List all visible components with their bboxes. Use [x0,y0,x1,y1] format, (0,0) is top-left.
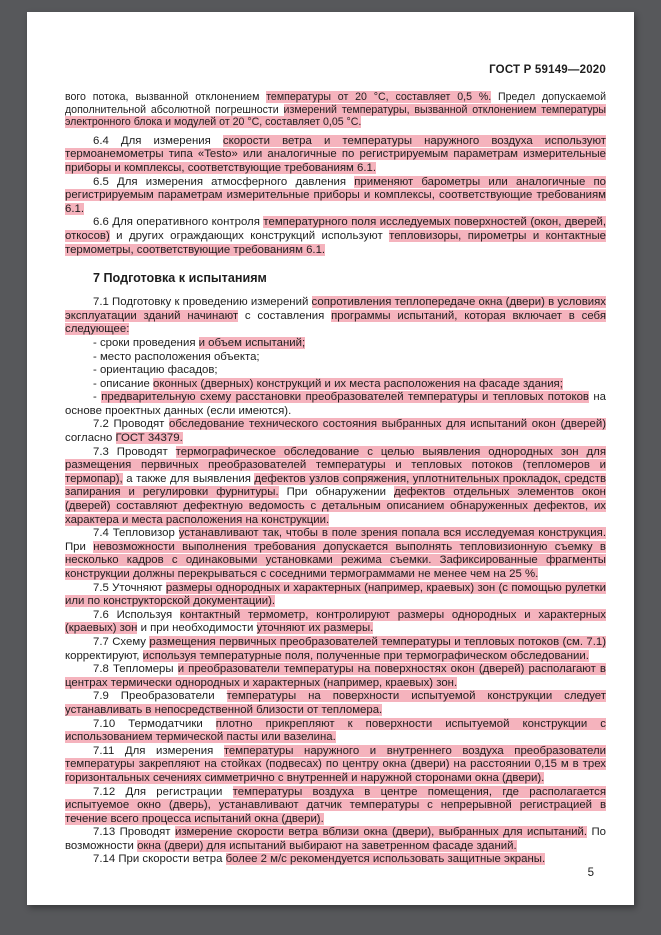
paragraph: 7.13 Проводят измерение скорости ветра вблизи окна (двери), выбранных для испытаний. По возможности окна (двери) для испытаний выбирают на заветренном фасаде зданий. [65,826,607,852]
text-highlight: обследование технического состояния выбранных для испытаний окон (дверей) [168,418,606,431]
text-highlight: дефектов отдельных элементов окон (дверей) составляют дефектную ведомость с детальным описанием обнаруженных дефектов, их характера и места расположения на конструкции. [65,486,606,526]
paragraph: 7.6 Используя контактный термометр, контролируют размеры однородных и характерных (краевых) зон и при необходимости уточняют их размеры. [65,608,606,635]
text-highlight: температуры от 20 °С, составляет 0,5 %. [266,91,492,103]
text-highlight: и преобразователи температуры на поверхностях окон (дверей) располагают в центрах термически однородных и характерных (например, краевых) зон. [65,663,606,689]
text-highlight: сопротивления теплопередаче окна (двери) в условиях эксплуатации зданий начинают [65,296,606,322]
text-highlight: предварительную схему расстановки преобразователей температуры и тепловых потоков [101,391,589,404]
paragraph: 7.14 При скорости ветра более 2 м/с рекомендуется использовать защитные экраны. [93,853,546,866]
paragraph: 7.10 Термодатчики плотно прикрепляют к поверхности испытуемой конструкции с использованием термической пасты или вазелина. [65,717,606,744]
list-item: - описание оконных (дверных) конструкций и их места расположения на фасаде здания; [93,377,563,390]
list-item: - сроки проведения и объем испытаний; [93,336,306,349]
text-highlight: температурного поля исследуемых поверхностей (окон, дверей, откосов) [65,216,606,242]
paragraph: 7.11 Для измерения температуры наружного и внутреннего воздуха преобразователи температуры закрепляют на стойках (подвесах) по центру окна (двери) на расстоянии 0,15 м в трех горизонтальных сечениях симметрично с внутренней и наружной сторонами окна (двери). [65,744,607,784]
text-highlight: применяют барометры или аналогичные по регистрируемым параметрам измерительные приборы и комплексы, соответствующие требованиям 6.1. [65,175,606,215]
text-highlight: температуры наружного и внутреннего воздуха преобразователи температуры закрепляют на стойках (подвесах) по центру окна (двери) на расстоянии 0,15 м в трех горизонтальных сечениях симметрично с внутренней и наружной сторонами окна (двери). [65,744,607,784]
text-highlight: невозможности выполнения требования допускается выполнять тепловизионную съемку в несколько кадров с одинаковыми установками режима съемки. Зафиксированные фрагменты конструкции должны перекрываться с соседними термограммами не менее чем на 25 %. [65,540,606,580]
doc-header [65,64,606,76]
paragraph: 7.7 Схему размещения первичных преобразователей температуры и тепловых потоков (см. 7.1) корректируют, используя температурные поля, полученные при термографическом обследовании. [65,635,607,662]
text-highlight: более 2 м/с рекомендуется использовать защитные экраны. [225,853,546,866]
list-item: - место расположения объекта; [93,350,260,363]
list-item: - предварительную схему расстановки преобразователей температуры и тепловых потоков на основе проектных данных (если имеются). [65,391,606,417]
text-highlight: размеры однородных и характерных (например, краевых) зон (с помощью рулетки или по конструкторской документации). [65,581,606,608]
text-highlight: измерений температуры, вызванной отклонением температуры электронного блока и модулей от 20 °С, составляет 0,05 °С. [65,103,606,129]
paragraph: 7.5 Уточняют размеры однородных и характерных (например, краевых) зон (с помощью рулетки или по конструкторской документации). [65,581,606,608]
paragraph: 7.12 Для регистрации температуры воздуха в центре помещения, где располагается испытуемое окно (дверь), устанавливают датчик температуры с непрерывной регистрацией в течение всего процесса испытаний окна (двери). [65,785,606,825]
paragraph: 7.8 Тепломеры и преобразователи температуры на поверхностях окон (дверей) располагают в центрах термически однородных и характерных (например, краевых) зон. [65,663,606,689]
text-highlight: температуры на поверхности испытуемой конструкции следует устанавливать в непосредственной близости от тепломера. [65,690,606,716]
paragraph: 6.4 Для измерения скорости ветра и температуры наружного воздуха используют термоанемометры типа «Testo» или аналогичные по регистрируемым параметрам измерительные приборы и комплексы, соответствующие требованиям 6.1. [65,134,606,174]
paragraph: 7.4 Тепловизор устанавливают так, чтобы в поле зрения попала вся исследуемая конструкция. При невозможности выполнения требования допускается выполнять тепловизионную съемку в несколько кадров с одинаковыми установками режима съемки. Зафиксированные фрагменты конструкции должны перекрываться с соседними термограммами не менее чем на 25 %. [65,527,606,580]
section-heading: 7 Подготовка к испытаниям [93,271,267,286]
paragraph: 7.1 Подготовку к проведению измерений сопротивления теплопередаче окна (двери) в условиях эксплуатации зданий начинают с составления программы испытаний, которая включает в себя следующее: [65,296,606,336]
text-highlight: дефектов узлов сопряжения, уплотнительных прокладок, средств запирания и регулировки фурнитуры. [65,472,606,499]
text-highlight: размещения первичных преобразователей температуры и тепловых потоков (см. 7.1) [149,635,607,648]
text-highlight: скорости ветра и температуры наружного воздуха используют термоанемометры типа «Testo» или аналогичные по регистрируемым параметрам измерительные приборы и комплексы, соответствующие требованиям 6.1. [65,134,606,174]
text-highlight: окна (двери) для испытаний выбирают на заветренном фасаде зданий. [137,839,517,852]
paragraph: 6.6 Для оперативного контроля температурного поля исследуемых поверхностей (окон, дверей, откосов) и других ограждающих конструкций используют тепловизоры, пирометры и контактные термометры, соответствующие требованиям 6.1. [65,216,606,256]
text-highlight: ГОСТ 34379. [115,432,183,445]
text-highlight: термографическое обследование с целью выявления однородных зон для размещения первичных преобразователей температуры и тепловых потоков (тепломеров и термопар), [65,445,606,485]
text-highlight: программы испытаний, которая включает в себя следующее: [65,309,606,336]
paragraph: 7.3 Проводят термографическое обследование с целью выявления однородных зон для размещения первичных преобразователей температуры и тепловых потоков (тепломеров и термопар), а также для выявления дефектов узлов сопряжения, уплотнительных прокладок, средств запирания и регулировки фурнитуры. При обнаружении дефектов отдельных элементов окон (дверей) составляют дефектную ведомость с детальным описанием обнаруженных дефектов, их характера и места расположения на конструкции. [65,445,606,526]
paragraph: 6.5 Для измерения атмосферного давления применяют барометры или аналогичные по регистрируемым параметрам измерительные приборы и комплексы, соответствующие требованиям 6.1. [65,175,606,215]
text-highlight: устанавливают так, чтобы в поле зрения попала вся исследуемая конструкция. [178,527,606,540]
document-page [27,12,634,905]
text-highlight: плотно прикрепляют к поверхности испытуемой конструкции с использованием термической пасты или вазелина. [65,717,606,744]
text-highlight: используя температурные поля, полученные при термографическом обследовании. [142,649,589,662]
list-item: - ориентацию фасадов; [93,364,218,377]
paragraph: 7.9 Преобразователи температуры на поверхности испытуемой конструкции следует устанавливать в непосредственной близости от тепломера. [65,690,606,716]
page-number: 5 [587,867,594,879]
text-highlight: оконных (дверных) конструкций и их места расположения на фасаде здания; [153,377,563,390]
page-content [65,91,606,867]
text-highlight: измерение скорости ветра вблизи окна (двери), выбранных для испытаний. [174,826,588,839]
text-highlight: и объем испытаний; [198,336,306,349]
doc-number: ГОСТ Р 59149—2020 [489,64,606,76]
text-highlight: уточняют их размеры. [256,622,374,635]
text-highlight: контактный термометр, контролируют размеры однородных и характерных (краевых) зон [65,608,606,635]
text-highlight: температуры воздуха в центре помещения, где располагается испытуемое окно (дверь), устанавливают датчик температуры с непрерывной регистрацией в течение всего процесса испытаний окна (двери). [65,785,606,825]
text-highlight: тепловизоры, пирометры и контактные термометры, соответствующие требованиям 6.1. [65,229,606,256]
note-paragraph: вого потока, вызванной отклонением температуры от 20 °С, составляет 0,5 %. Предел допускаемой дополнительной абсолютной погрешности измерений температуры, вызванной отклонением температуры электронного блока и модулей от 20 °С, составляет 0,05 °С. [65,91,607,129]
paragraph: 7.2 Проводят обследование технического состояния выбранных для испытаний окон (дверей) согласно ГОСТ 34379. [65,418,606,445]
